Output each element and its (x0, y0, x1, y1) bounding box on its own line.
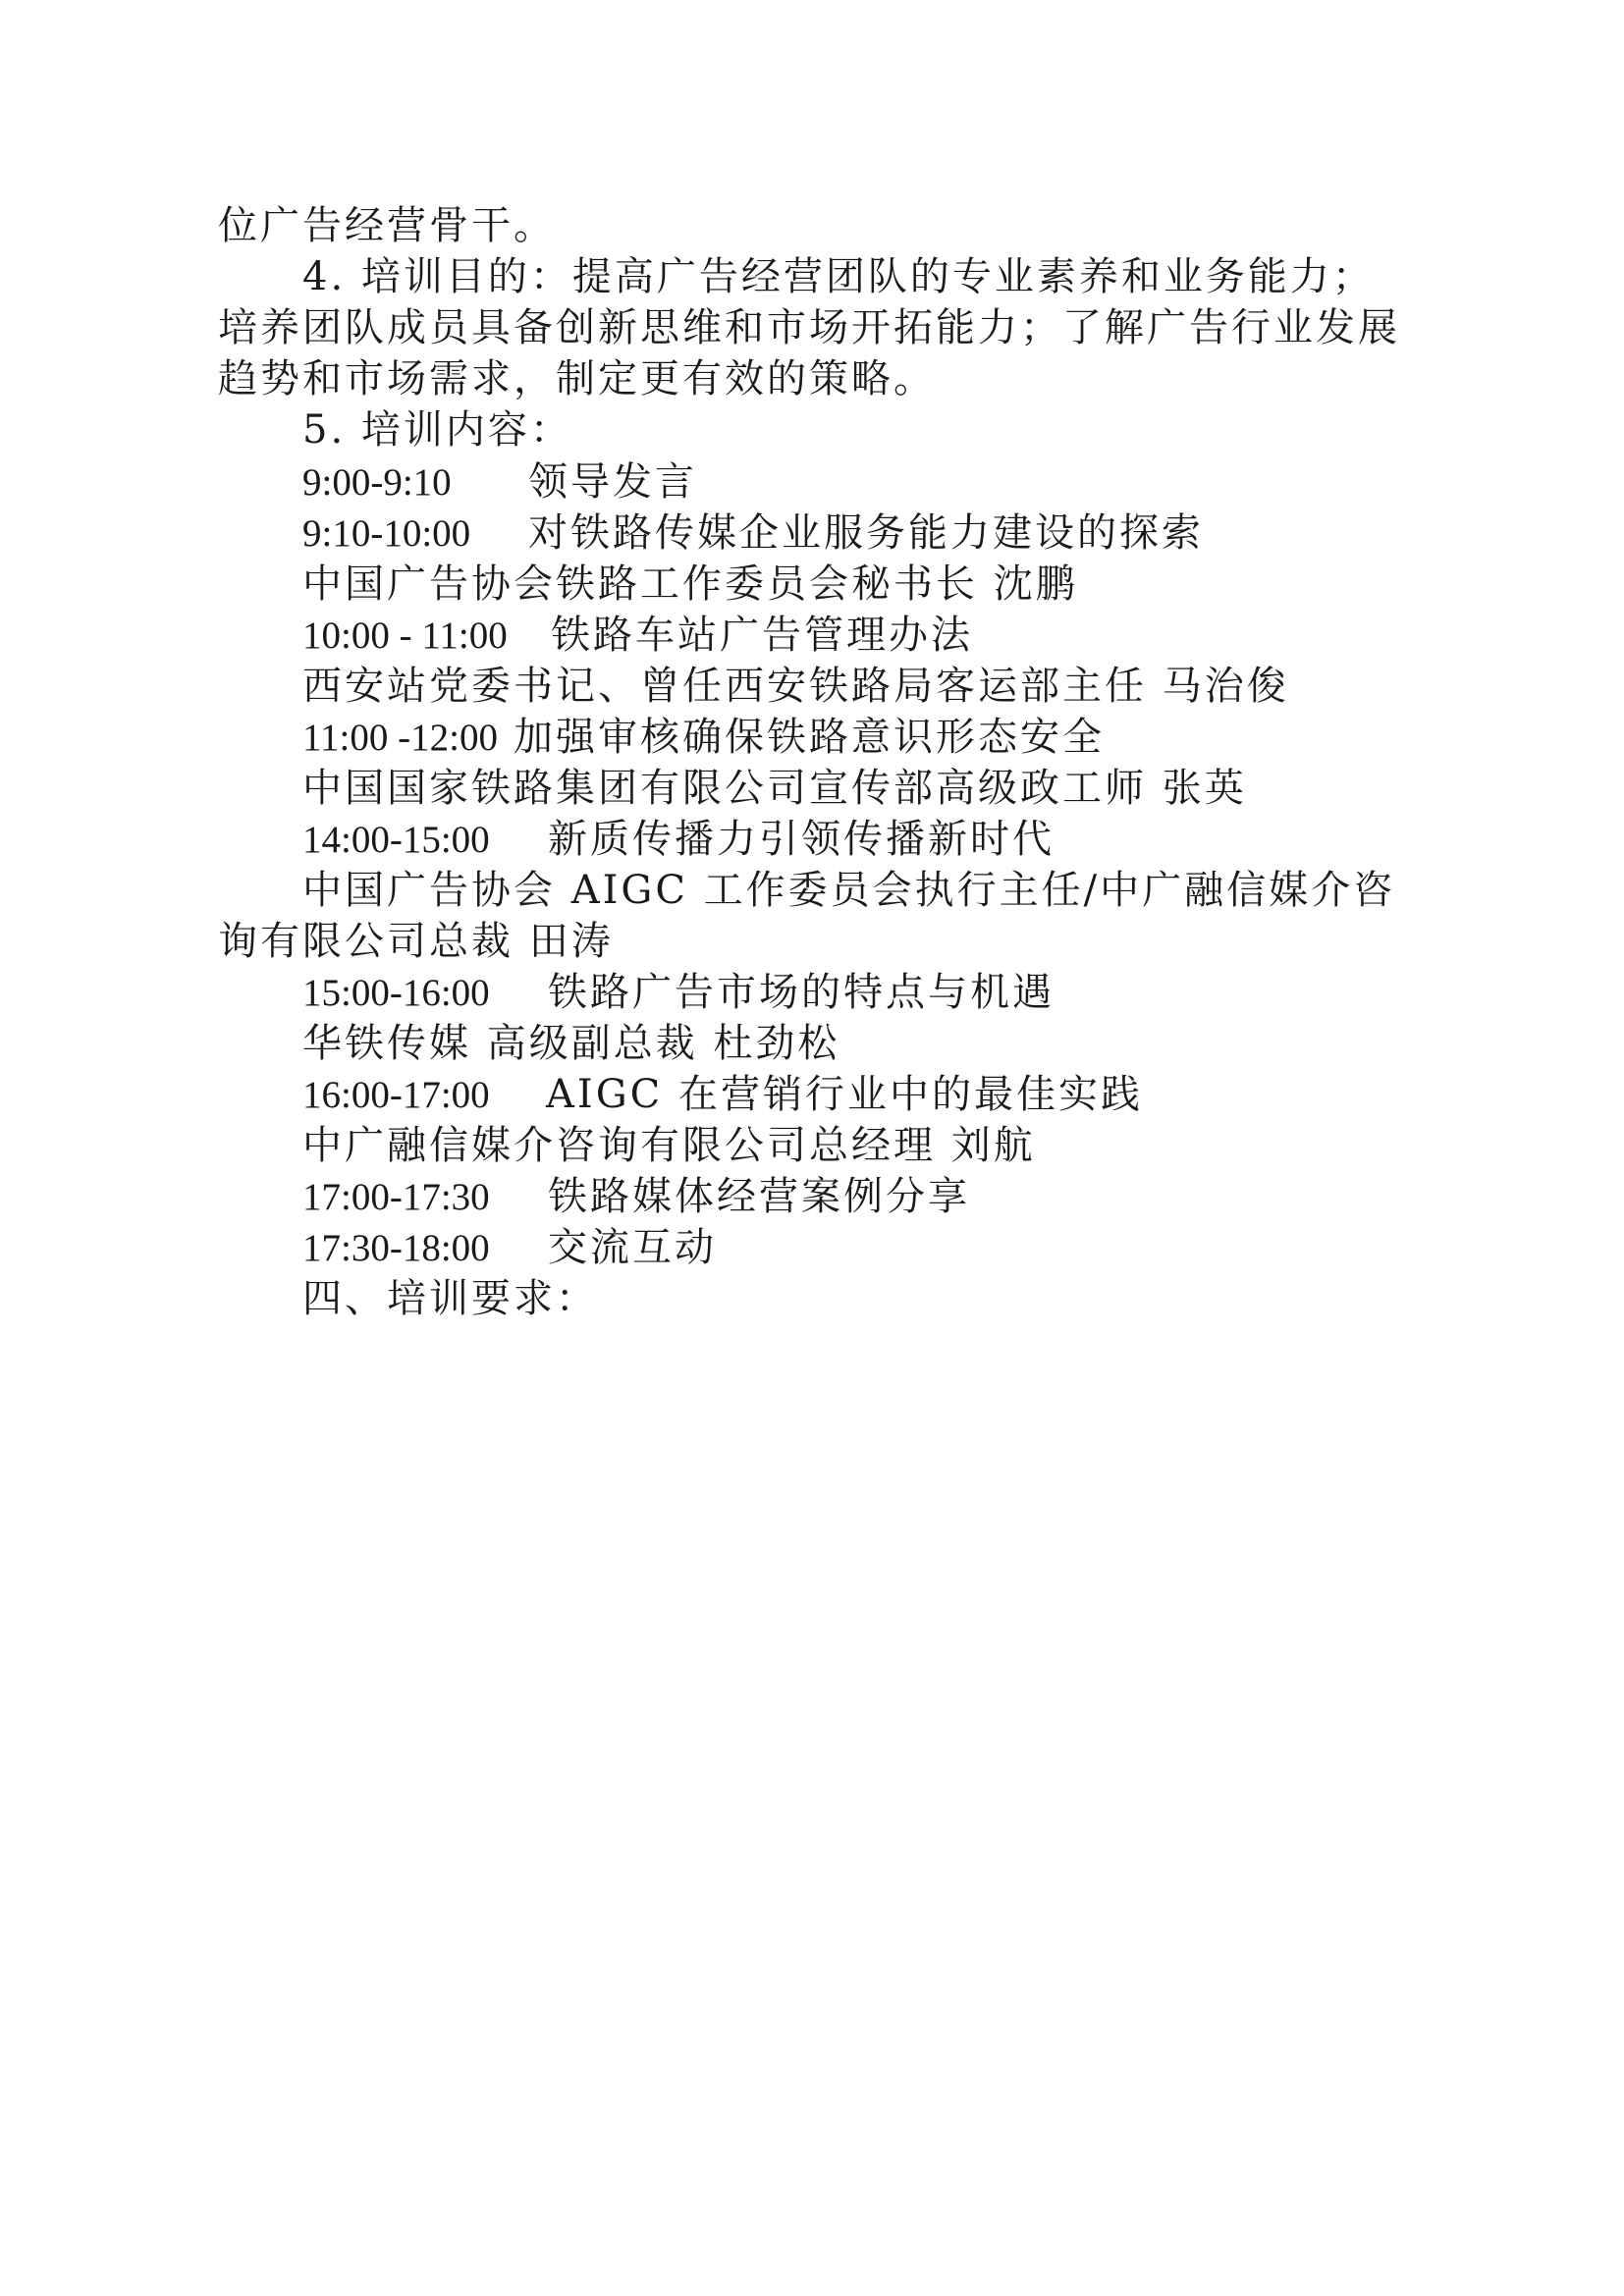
schedule-topic: 加强审核确保铁路意识形态安全 (514, 715, 1105, 760)
schedule-row (302, 508, 1204, 559)
schedule-topic: 铁路车站广告管理办法 (551, 613, 973, 658)
schedule-speaker: 中国国家铁路集团有限公司宣传部高级政工师 张英 (302, 766, 1247, 811)
schedule-row (302, 1223, 717, 1273)
section-heading: 四、培训要求： (302, 1276, 598, 1321)
schedule-row (302, 1070, 1143, 1120)
schedule-row (302, 457, 697, 507)
schedule-topic: 领导发言 (528, 459, 697, 505)
schedule-time: 15:00-16:00 (302, 972, 490, 1014)
schedule-time: 9:00-9:10 (302, 461, 452, 504)
schedule-speaker: 西安站党委书记、曾任西安铁路局客运部主任 马治俊 (302, 664, 1289, 709)
schedule-topic: 铁路媒体经营案例分享 (548, 1174, 970, 1219)
schedule-time: 17:00-17:30 (302, 1176, 490, 1218)
schedule-row (302, 968, 1055, 1018)
schedule-topic: AIGC 在营销行业中的最佳实践 (546, 1072, 1143, 1117)
schedule-row (302, 713, 1105, 763)
paragraph-line: 趋势和市场需求，制定更有效的策略。 (218, 356, 936, 401)
schedule-topic: 新质传播力引领传播新时代 (548, 817, 1055, 862)
schedule-topic: 交流互动 (548, 1225, 717, 1270)
schedule-time: 16:00-17:00 (302, 1074, 490, 1116)
schedule-time: 11:00 -12:00 (302, 717, 498, 759)
schedule-topic: 对铁路传媒企业服务能力建设的探索 (528, 510, 1204, 556)
schedule-time: 14:00-15:00 (302, 819, 490, 861)
schedule-time: 9:10-10:00 (302, 512, 471, 555)
schedule-topic: 铁路广告市场的特点与机遇 (548, 970, 1055, 1015)
training-content-heading: 5. 培训内容： (302, 407, 572, 453)
paragraph-line: 培养团队成员具备创新思维和市场开拓能力；了解广告行业发展 (218, 305, 1400, 350)
schedule-speaker: 询有限公司总裁 田涛 (218, 919, 614, 964)
training-goal-line: 4. 培训目的：提高广告经营团队的专业素养和业务能力； (302, 254, 1375, 299)
schedule-row (302, 815, 1055, 865)
schedule-speaker: 华铁传媒 高级副总裁 杜劲松 (302, 1021, 840, 1066)
schedule-speaker: 中广融信媒介咨询有限公司总经理 刘航 (302, 1123, 1036, 1168)
schedule-speaker: 中国广告协会 AIGC 工作委员会执行主任/中广融信媒介咨 (302, 868, 1396, 913)
schedule-time: 10:00 - 11:00 (302, 614, 508, 657)
paragraph-line: 位广告经营骨干。 (218, 203, 556, 248)
schedule-row (302, 611, 973, 661)
schedule-row (302, 1172, 970, 1222)
schedule-speaker: 中国广告协会铁路工作委员会秘书长 沈鹏 (302, 561, 1078, 607)
schedule-time: 17:30-18:00 (302, 1227, 490, 1269)
